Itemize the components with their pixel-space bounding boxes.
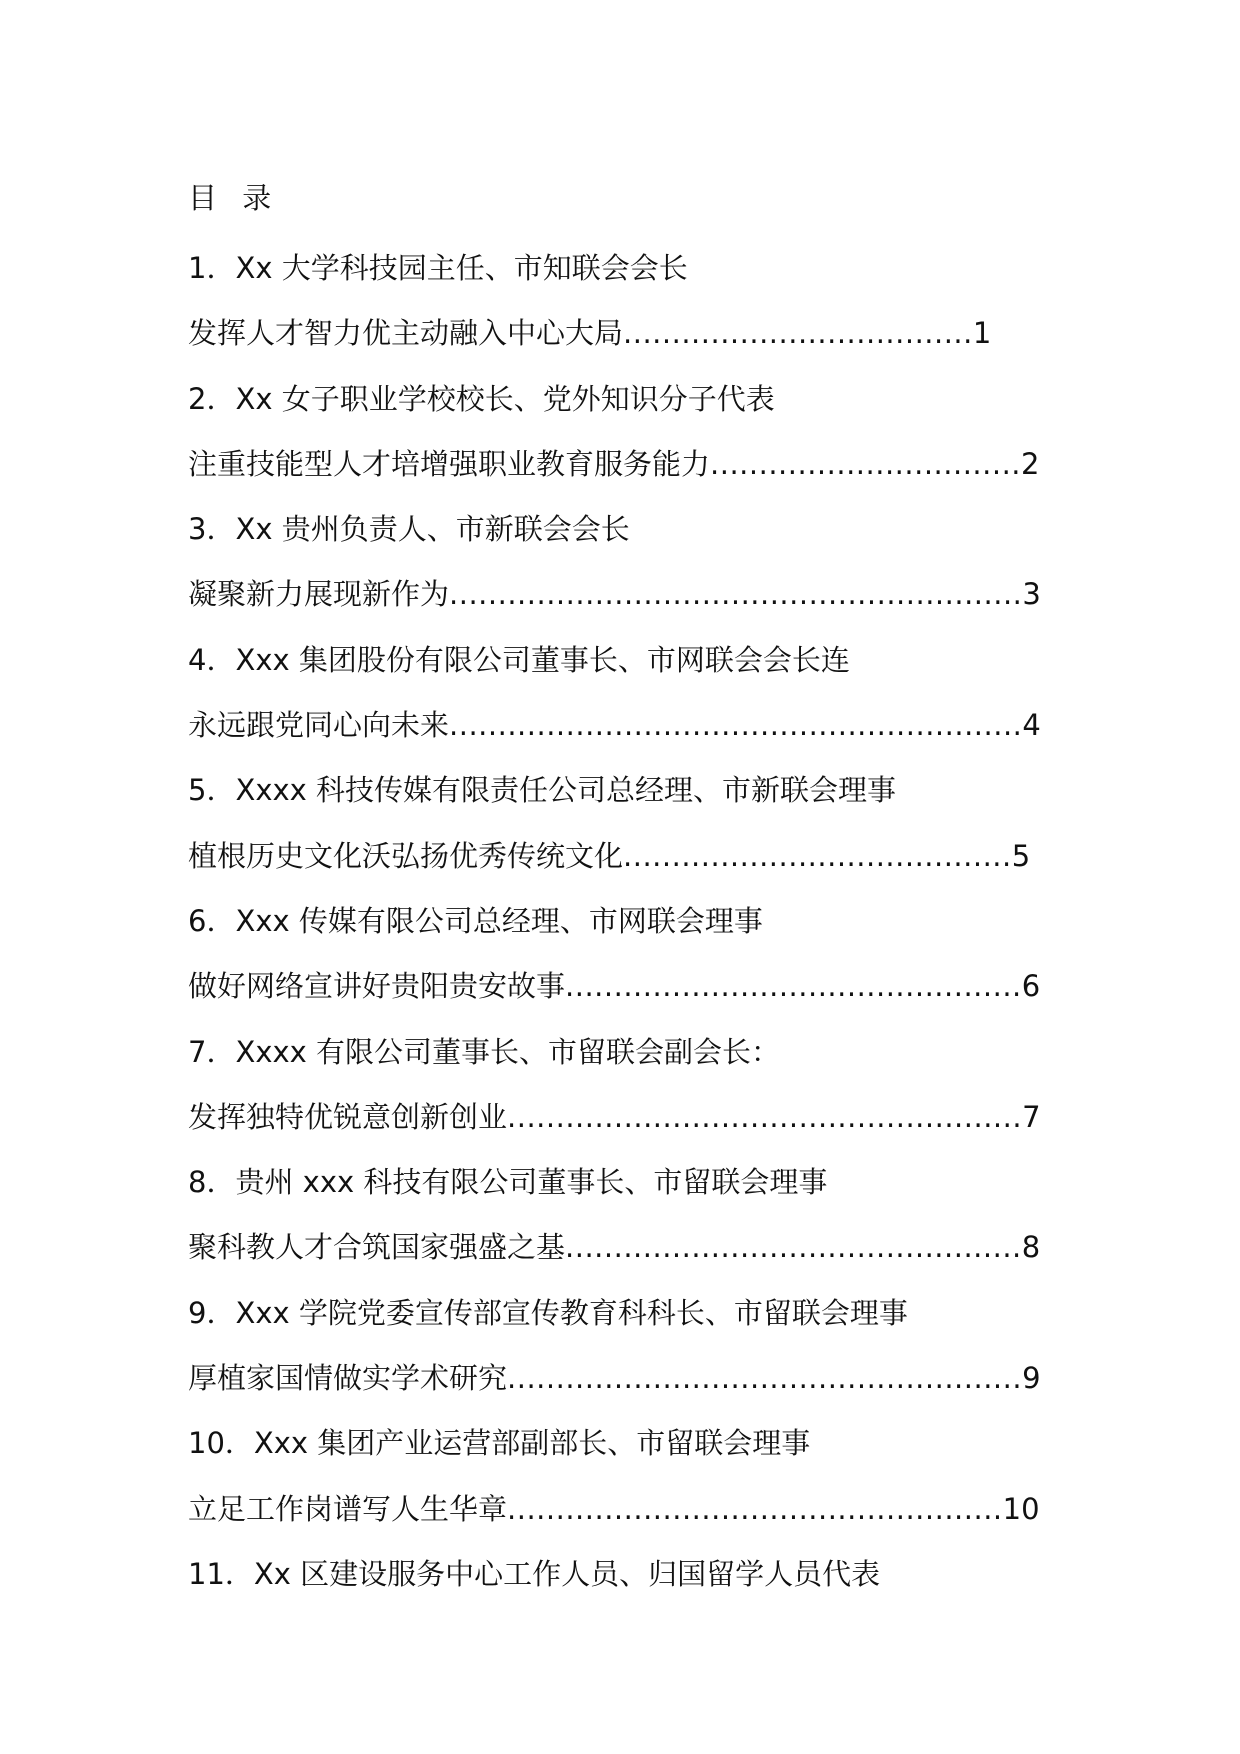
toc-leader-dots: ...........................................................: [449, 577, 1023, 612]
toc-page-number: 10: [1002, 1491, 1040, 1526]
toc-entry-heading: 4．Xxx 集团股份有限公司董事长、市网联会会长连: [188, 642, 850, 677]
toc-entry-heading: 1．Xx 大学科技园主任、市知联会会长: [188, 251, 688, 285]
toc-leader-dots: ...........................................................: [449, 708, 1023, 743]
toc-entry-3[interactable]: [188, 497, 1041, 628]
toc-entry-title-line: [188, 954, 1041, 1019]
toc-page-number: 9: [1022, 1361, 1041, 1396]
toc-page-number: 4: [1022, 708, 1041, 743]
toc-entry-heading: 7．Xxxx 有限公司董事长、市留联会副会长：: [188, 1034, 781, 1069]
toc-entry-4[interactable]: [188, 628, 1041, 759]
toc-entry-1[interactable]: [188, 236, 1041, 367]
toc-entry-title-line: [188, 693, 1041, 758]
toc-page-number: 6: [1021, 969, 1041, 1004]
toc-entry-title: 做好网络宣讲好贵阳贵安故事: [188, 969, 566, 1004]
toc-leader-dots: ...............................................: [565, 969, 1022, 1004]
toc-leader-dots: ...............................................: [565, 1230, 1022, 1265]
toc-entry-title: 注重技能型人才培增强职业教育服务能力: [188, 446, 711, 481]
toc-entry-title: 厚植家国情做实学术研究: [188, 1361, 508, 1396]
toc-entry-title-line: [188, 562, 1041, 627]
toc-page-number: 5: [1011, 838, 1031, 873]
toc-entry-title-line: [188, 1085, 1041, 1150]
toc-leader-dots: ....................................: [623, 316, 973, 351]
toc-entry-heading: 8．贵州 xxx 科技有限公司董事长、市留联会理事: [188, 1165, 828, 1200]
toc-entry-title: 永远跟党同心向未来: [188, 708, 450, 743]
toc-page-number: 2: [1021, 446, 1040, 481]
toc-entry-heading: 6．Xxx 传媒有限公司总经理、市网联会理事: [188, 903, 763, 938]
toc-leader-dots: ...................................................: [507, 1491, 1003, 1526]
toc-entry-9[interactable]: [188, 1281, 1041, 1412]
toc-entry-title: 植根历史文化沃弘扬优秀传统文化: [188, 838, 624, 873]
toc-entry-11[interactable]: [188, 1542, 1041, 1607]
toc-entry-10[interactable]: [188, 1411, 1041, 1542]
toc-entry-title-line: [188, 1215, 1041, 1280]
toc-entry-title-line: [188, 824, 1041, 889]
toc-entry-title: 聚科教人才合筑国家强盛之基: [188, 1230, 566, 1265]
toc-entry-heading: 11．Xx 区建设服务中心工作人员、归国留学人员代表: [188, 1556, 881, 1591]
toc-page-number: 3: [1022, 577, 1041, 612]
toc-entry-title: 发挥独特优锐意创新创业: [188, 1099, 508, 1134]
toc-entry-title-line: [188, 1477, 1041, 1542]
toc-heading: 目 录: [188, 181, 280, 215]
toc-leader-dots: ........................................: [623, 838, 1012, 873]
toc-page-number: 1: [972, 316, 992, 351]
toc-list: [188, 236, 1041, 1607]
toc-entry-title: 发挥人才智力优主动融入中心大局: [188, 316, 624, 351]
toc-entry-title-line: [188, 301, 1041, 366]
toc-page-number: 8: [1021, 1230, 1041, 1265]
toc-entry-title: 凝聚新力展现新作为: [188, 577, 450, 612]
toc-entry-6[interactable]: [188, 889, 1041, 1020]
toc-entry-8[interactable]: [188, 1150, 1041, 1281]
toc-entry-2[interactable]: [188, 367, 1041, 498]
toc-entry-heading: 3．Xx 贵州负责人、市新联会会长: [188, 512, 630, 547]
toc-leader-dots: .....................................................: [507, 1361, 1023, 1396]
toc-leader-dots: .....................................................: [507, 1099, 1023, 1134]
toc-page-number: 7: [1022, 1099, 1041, 1134]
toc-entry-heading: 2．Xx 女子职业学校校长、党外知识分子代表: [188, 381, 775, 416]
toc-entry-heading: 10．Xxx 集团产业运营部副部长、市留联会理事: [188, 1426, 811, 1461]
toc-entry-title-line: [188, 432, 1041, 497]
toc-entry-heading: 9．Xxx 学院党委宣传部宣传教育科科长、市留联会理事: [188, 1295, 908, 1330]
toc-leader-dots: ................................: [710, 446, 1021, 481]
toc-entry-title-line: [188, 1346, 1041, 1411]
toc-entry-5[interactable]: [188, 758, 1041, 889]
toc-entry-7[interactable]: [188, 1020, 1041, 1151]
toc-entry-title: 立足工作岗谱写人生华章: [188, 1491, 508, 1526]
toc-entry-heading: 5．Xxxx 科技传媒有限责任公司总经理、市新联会理事: [188, 773, 897, 808]
